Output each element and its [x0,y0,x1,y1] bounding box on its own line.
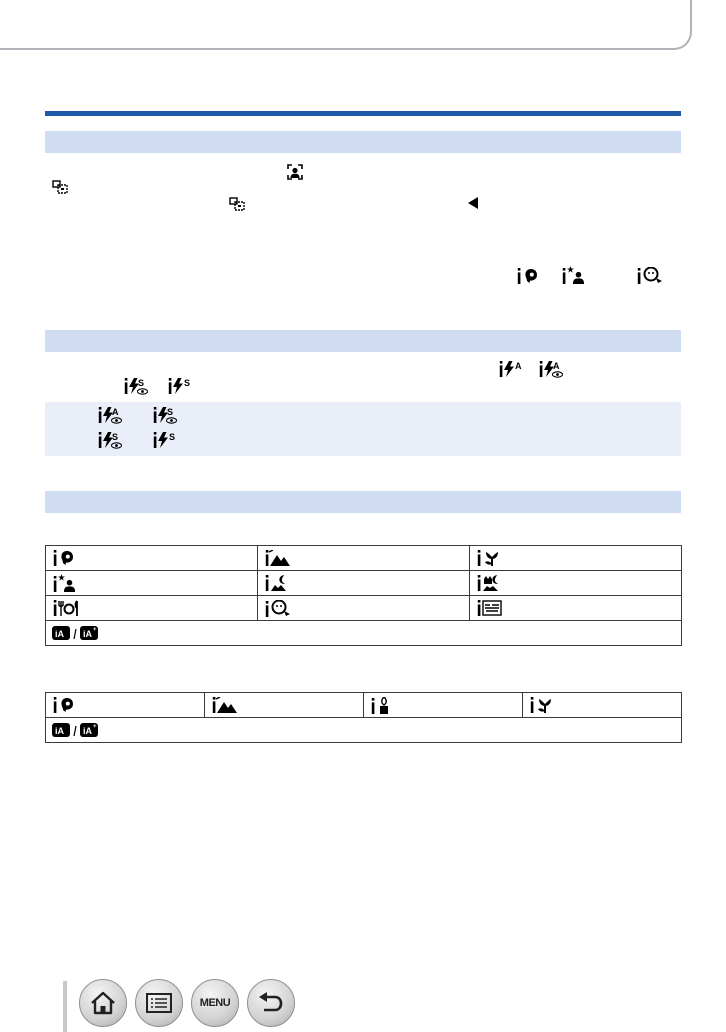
i-handheld-night-shot-icon [476,575,502,591]
svg-text:S: S [138,378,145,388]
svg-text:iA: iA [55,726,64,736]
back-button[interactable] [247,979,295,1027]
i-macro-icon [476,550,500,566]
svg-text:iA: iA [83,726,92,736]
i-portrait-icon [516,268,540,284]
table-cell [46,718,682,743]
table-cell [205,693,364,718]
svg-text:iA: iA [55,629,64,639]
home-button[interactable] [79,979,127,1027]
i-night-portrait-icon [52,574,78,592]
i-flash-slow-icon [152,432,178,448]
table-cell [46,596,258,621]
ia-mode-icon [52,723,70,737]
table-cell [46,621,682,646]
section-band-1 [45,131,681,153]
svg-text:S: S [184,378,191,388]
ia-plus-mode-icon [80,626,98,640]
scene-table-photo [45,545,682,646]
section-band-2 [45,330,681,352]
i-food-icon [52,600,80,616]
table-cell [470,546,682,571]
section-band-3 [45,491,681,513]
table-cell [258,546,470,571]
i-sunset-icon [476,600,502,616]
table-cell [364,693,523,718]
table-cell [258,571,470,596]
svg-text:S: S [167,407,174,417]
table-row [46,596,682,621]
i-flash-slow-redeye-icon [123,378,149,396]
i-flash-auto-redeye-icon [97,407,123,425]
svg-text:A: A [553,361,560,371]
table-cell [46,546,258,571]
i-portrait-icon [52,697,76,713]
ia-mode-icons [52,625,112,641]
scene-table-video [45,692,682,743]
note-band [45,402,681,456]
table-row [46,571,682,596]
i-night-scenery-icon [264,575,290,591]
svg-text:iA: iA [83,629,92,639]
svg-text:S: S [112,432,119,442]
cursor-left-icon [467,197,479,209]
i-flash-slow-redeye-icon [97,432,123,450]
table-cell [523,693,682,718]
contents-button[interactable] [135,979,183,1027]
i-flash-slow-icon [167,378,193,394]
svg-text:+: + [93,627,97,633]
svg-text:+: + [93,724,97,730]
i-baby-icon [636,267,664,284]
back-arrow-icon [258,992,284,1014]
menu-label: MENU [199,997,231,1009]
i-baby-icon [264,600,292,617]
table-cell [470,596,682,621]
svg-text:S: S [169,432,176,442]
page-tab-frame [0,0,692,50]
i-flash-auto-icon [498,361,524,377]
ia-mode-icons [52,722,112,738]
section-title-rule [45,111,681,116]
i-low-light-icon [370,697,394,714]
nav-rail [63,981,67,1032]
tracking-af-icon [229,197,245,211]
table-cell [258,596,470,621]
table-row [46,718,682,743]
tracking-af-icon [52,180,68,194]
i-macro-icon [529,697,553,713]
contents-list-icon [146,993,172,1013]
table-row [46,693,682,718]
table-cell [46,693,205,718]
home-icon [90,991,116,1015]
svg-text:A: A [112,407,119,417]
table-row [46,621,682,646]
ia-mode-icon [52,626,70,640]
i-flash-slow-redeye-icon [152,407,178,425]
face-detect-icon [287,164,303,180]
i-portrait-icon [52,550,76,566]
i-flash-auto-redeye-icon [538,361,564,379]
i-scenery-icon [264,550,290,566]
ia-plus-mode-icon [80,723,98,737]
menu-button[interactable] [191,979,239,1027]
i-night-portrait-icon [561,266,587,284]
table-cell [46,571,258,596]
svg-text:A: A [515,361,522,371]
table-row [46,546,682,571]
i-scenery-icon [211,697,237,713]
table-cell [470,571,682,596]
